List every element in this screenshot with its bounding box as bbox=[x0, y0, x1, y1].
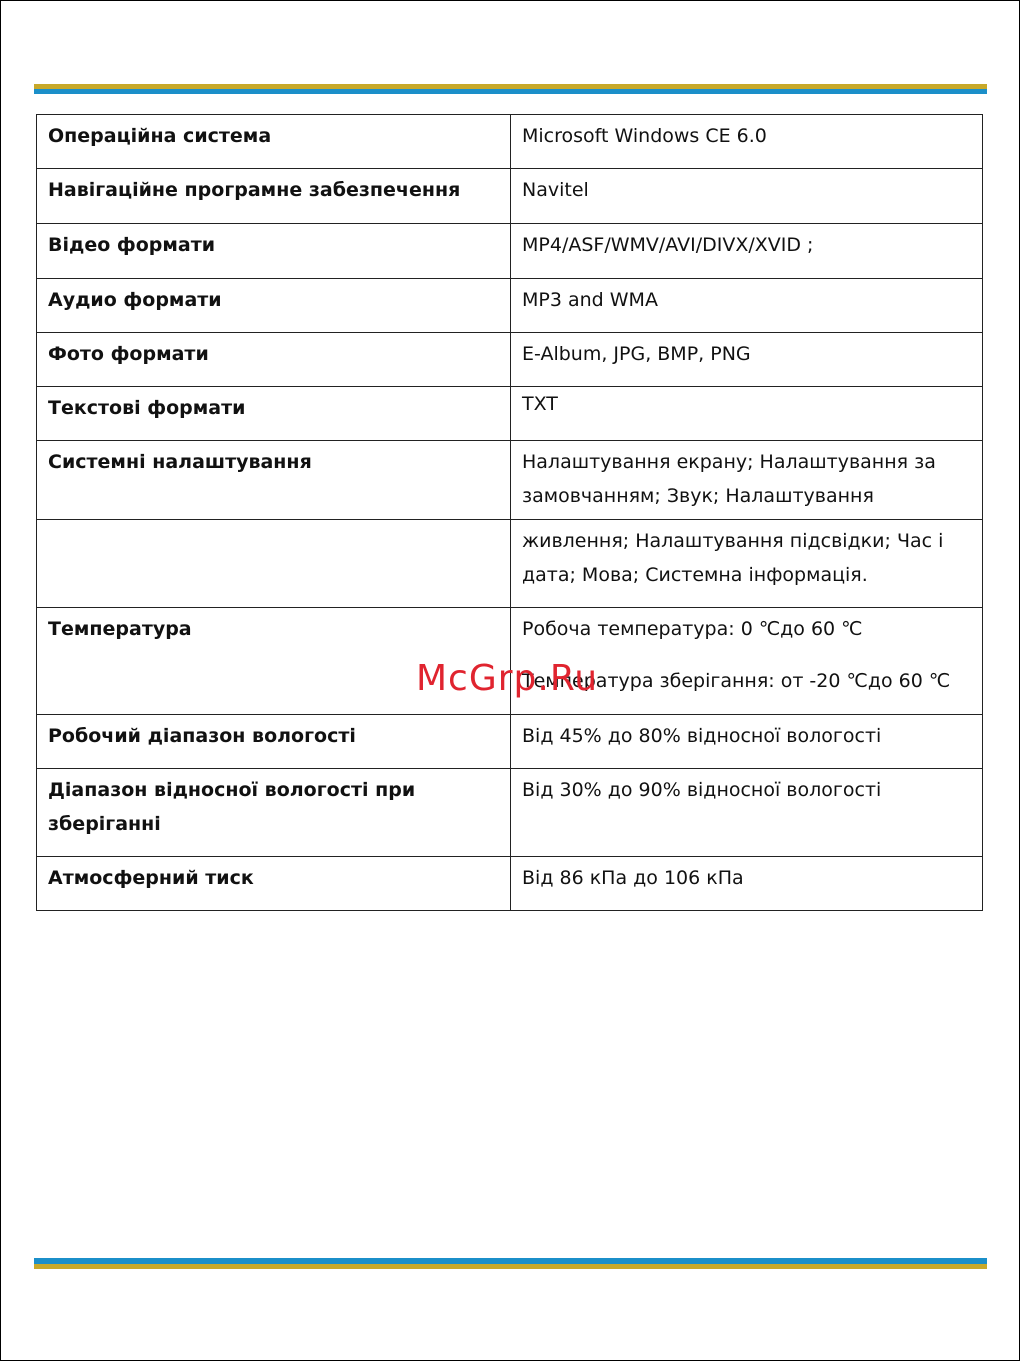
spec-label: Температура bbox=[37, 608, 511, 715]
watermark-text: McGrp.Ru bbox=[416, 658, 599, 699]
footer-stripe bbox=[34, 1258, 987, 1269]
table-row bbox=[37, 769, 983, 857]
spec-label: Фото формати bbox=[37, 333, 511, 387]
spec-value: TXT bbox=[511, 387, 983, 441]
spec-value: Від 30% до 90% відносної вологості bbox=[511, 769, 983, 857]
table-row bbox=[37, 115, 983, 169]
table-row bbox=[37, 224, 983, 279]
spec-value: Налаштування екрану; Налаштування за замовчанням; Звук; Налаштування bbox=[511, 441, 983, 520]
spec-value: E-Album, JPG, BMP, PNG bbox=[511, 333, 983, 387]
spec-label: Операційна система bbox=[37, 115, 511, 169]
table-row bbox=[37, 441, 983, 520]
spec-value: Робоча температура: 0 ℃до 60 ℃ bbox=[522, 618, 863, 640]
spec-label: Відео формати bbox=[37, 224, 511, 279]
spec-value: Microsoft Windows CE 6.0 bbox=[511, 115, 983, 169]
spec-value: живлення; Налаштування підсвідки; Час і дата; Мова; Системна інформація. bbox=[511, 520, 983, 608]
table-row bbox=[37, 715, 983, 769]
table-row bbox=[37, 520, 983, 608]
spec-value-secondary: Температура зберігання: от -20 ℃до 60 ℃ bbox=[522, 670, 951, 692]
spec-value: MP4/ASF/WMV/AVI/DIVX/XVID ; bbox=[511, 224, 983, 279]
spec-value: MP3 and WMA bbox=[511, 279, 983, 333]
table-row bbox=[37, 333, 983, 387]
spec-label: Атмосферний тиск bbox=[37, 857, 511, 911]
spec-label: Системні налаштування bbox=[37, 441, 511, 520]
footer-stripe-gold bbox=[34, 1264, 987, 1269]
table-row bbox=[37, 857, 983, 911]
table-row bbox=[37, 279, 983, 333]
spec-label: Діапазон відносної вологості при зберіганні bbox=[37, 769, 511, 857]
table-row bbox=[37, 169, 983, 224]
spec-label: Аудио формати bbox=[37, 279, 511, 333]
spec-value: Від 86 кПа до 106 кПа bbox=[511, 857, 983, 911]
table-row bbox=[37, 387, 983, 441]
spec-value: Navitel bbox=[511, 169, 983, 224]
spec-label: Робочий діапазон вологості bbox=[37, 715, 511, 769]
header-stripe bbox=[34, 84, 987, 94]
spec-label: Навігаційне програмне забезпечення bbox=[37, 169, 511, 224]
header-stripe-blue bbox=[34, 89, 987, 94]
spec-label bbox=[37, 520, 511, 608]
specifications-table bbox=[36, 114, 983, 911]
spec-value: Від 45% до 80% відносної вологості bbox=[511, 715, 983, 769]
spec-label: Текстові формати bbox=[37, 387, 511, 441]
